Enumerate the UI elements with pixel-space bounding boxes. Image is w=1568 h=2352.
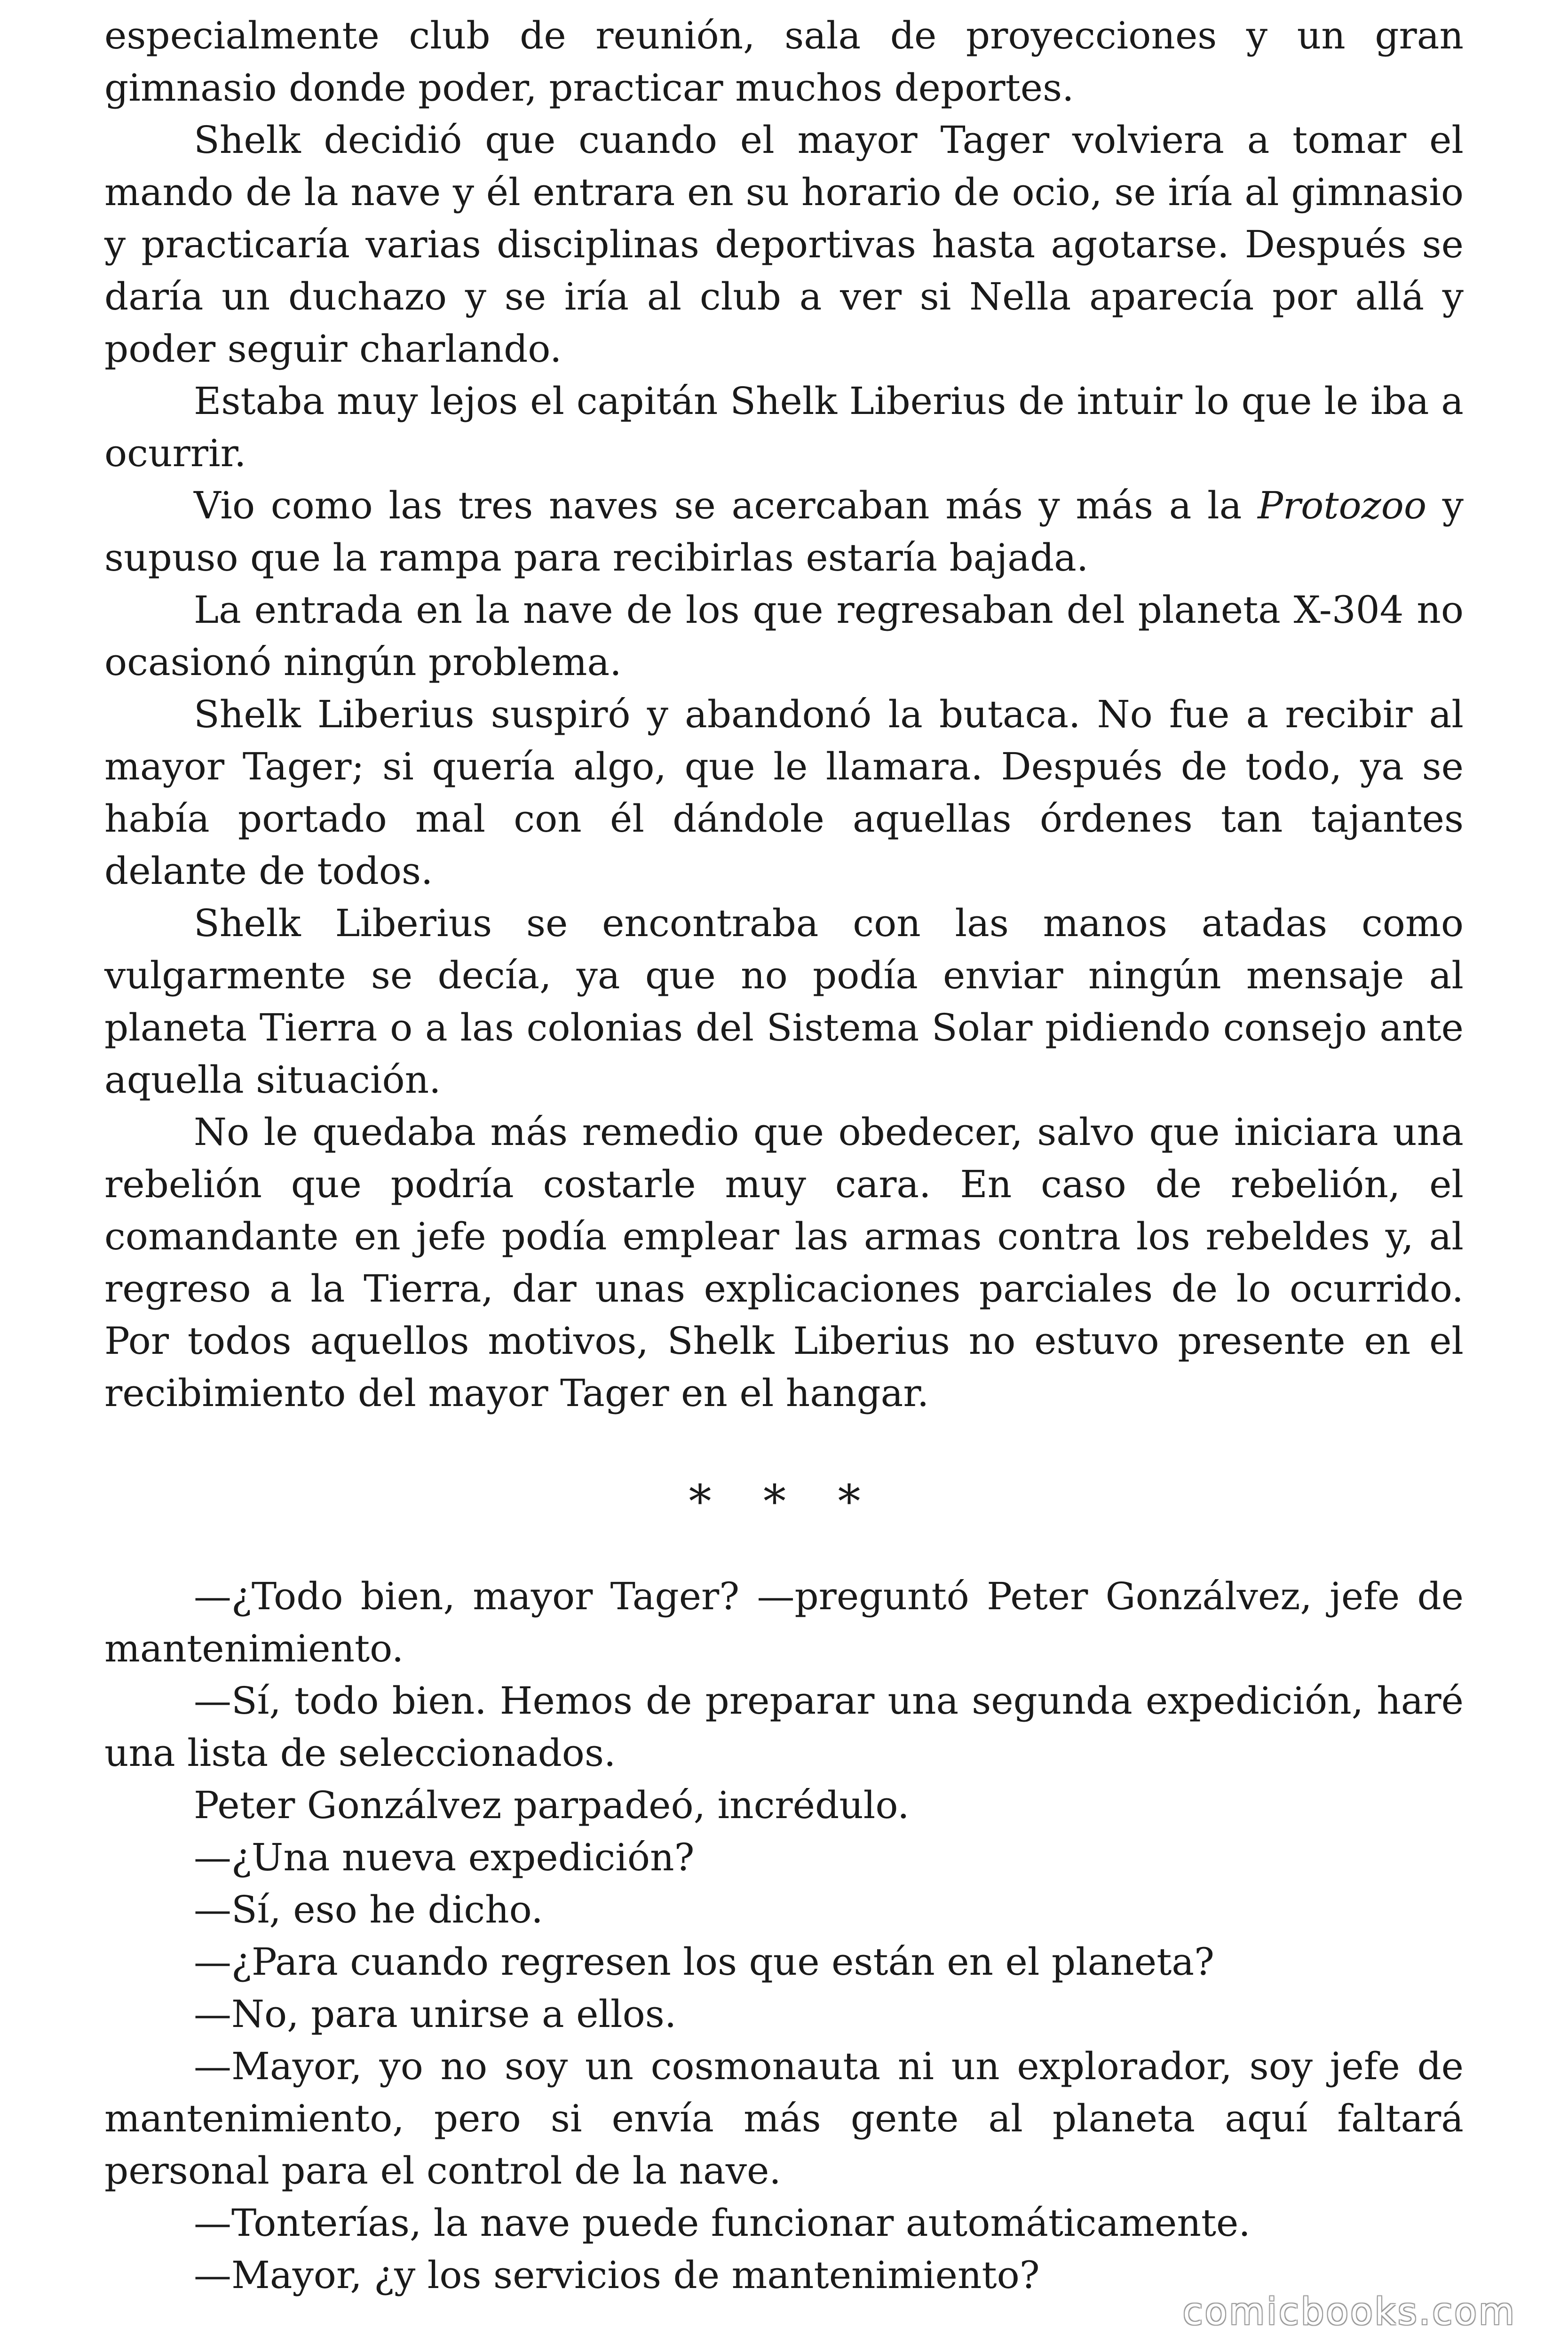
dialogue-line: —Sí, eso he dicho. xyxy=(194,1888,543,1931)
paragraph-protozoo xyxy=(104,479,1464,584)
dialogue-line: —Mayor, yo no soy un cosmonauta ni un explorador, soy jefe de mantenimiento, pero si envía más gente al planeta aquí faltará personal para el control de la nave. xyxy=(104,2044,1464,2193)
paragraph: Estaba muy lejos el capitán Shelk Liberius de intuir lo que le iba a ocurrir. xyxy=(104,379,1464,475)
dialogue-line: Peter Gonzálvez parpadeó, incrédulo. xyxy=(194,1783,910,1827)
dialogue-line: —¿Para cuando regresen los que están en el planeta? xyxy=(194,1940,1214,1984)
book-page xyxy=(104,9,1464,2301)
dialogue-line: —Tonterías, la nave puede funcionar automáticamente. xyxy=(194,2201,1251,2245)
paragraph: Shelk Liberius suspiró y abandonó la butaca. No fue a recibir al mayor Tager; si quería algo, que le llamara. Después de todo, ya se había portado mal con él dándole aquellas órdenes tan tajantes delante de todos. xyxy=(104,692,1464,893)
ship-name-italic: Protozoo xyxy=(1258,484,1427,527)
watermark: comicbooks.com xyxy=(1182,2291,1516,2333)
paragraph: Shelk Liberius se encontraba con las manos atadas como vulgarmente se decía, ya que no podía enviar ningún mensaje al planeta Tierra o a las colonias del Sistema Solar pidiendo consejo ante aquella situación. xyxy=(104,901,1464,1102)
dialogue-line: —Mayor, ¿y los servicios de mantenimiento? xyxy=(194,2253,1040,2297)
dialogue-line: —Sí, todo bien. Hemos de preparar una segunda expedición, haré una lista de seleccionados. xyxy=(104,1679,1464,1775)
scene-separator: * * * xyxy=(689,1475,879,1528)
paragraph-text: y supuso que la rampa para recibirlas estaría bajada. xyxy=(104,484,1464,580)
dialogue-line: —¿Una nueva expedición? xyxy=(194,1836,695,1879)
dialogue-line: —No, para unirse a ellos. xyxy=(194,1992,677,2036)
paragraph-text: Vio como las tres naves se acercaban más y más a la xyxy=(194,484,1258,527)
dialogue-line: —¿Todo bien, mayor Tager? —preguntó Peter Gonzálvez, jefe de mantenimiento. xyxy=(104,1574,1464,1670)
paragraph: La entrada en la nave de los que regresaban del planeta X-304 no ocasionó ningún problema. xyxy=(104,588,1464,684)
paragraph: especialmente club de reunión, sala de proyecciones y un gran gimnasio donde poder, practicar muchos deportes. xyxy=(104,14,1464,110)
paragraph: Shelk decidió que cuando el mayor Tager volviera a tomar el mando de la nave y él entrara en su horario de ocio, se iría al gimnasio y practicaría varias disciplinas deportivas hasta agotarse. Después se daría un duchazo y se iría al club a ver si Nella aparecía por allá y poder seguir charlando. xyxy=(104,118,1464,371)
paragraph: No le quedaba más remedio que obedecer, salvo que iniciara una rebelión que podría costarle muy cara. En caso de rebelión, el comandante en jefe podía emplear las armas contra los rebeldes y, al regreso a la Tierra, dar unas explicaciones parciales de lo ocurrido. Por todos aquellos motivos, Shelk Liberius no estuvo presente en el recibimiento del mayor Tager en el hangar. xyxy=(104,1110,1464,1415)
